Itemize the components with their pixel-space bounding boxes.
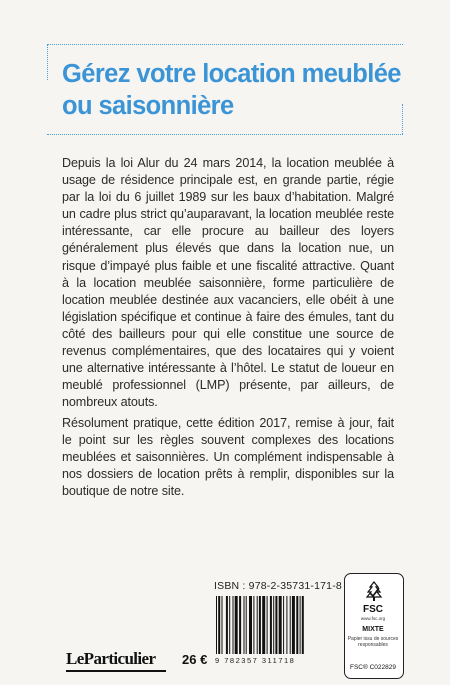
dotted-frame-top: [47, 44, 403, 45]
barcode-bar: [257, 596, 258, 654]
dotted-frame-bottom: [47, 134, 403, 135]
barcode-bar: [244, 596, 245, 654]
barcode-bar: [253, 596, 254, 654]
barcode-bar: [216, 596, 217, 654]
barcode: [214, 596, 334, 654]
fsc-mixte-label: MIXTE: [362, 626, 384, 633]
barcode-bar: [290, 596, 291, 654]
barcode-bar: [226, 596, 228, 654]
barcode-bar: [229, 596, 230, 654]
barcode-bar: [235, 596, 238, 654]
barcode-bar: [275, 596, 277, 654]
fsc-tree-check-icon: [364, 581, 384, 603]
dotted-frame-right: [402, 104, 403, 134]
fsc-description: Papier issu de sources responsables: [347, 636, 399, 648]
barcode-bar: [262, 596, 265, 654]
price: 26 €: [182, 652, 208, 667]
fsc-code: FSC® C022829: [350, 664, 396, 671]
barcode-digits: 9 782357 311718: [215, 656, 296, 665]
barcode-bar: [233, 596, 234, 654]
barcode-bar: [286, 596, 287, 654]
description-paragraph-2: Résolument pratique, cette édition 2017, remise à jour, fait le point sur les règles souvent complexes des locations meublées et saisonnières. Un complément indispensable à nos dossiers de location prêts à remplir, disponibles sur la boutique de notre site.: [62, 416, 394, 499]
barcode-bar: [300, 596, 301, 654]
publisher-logo: LeParticulier: [66, 649, 156, 668]
barcode-bar: [279, 596, 282, 654]
publisher-logo-underline: [66, 670, 166, 672]
barcode-bar: [273, 596, 274, 654]
barcode-bar: [267, 596, 268, 654]
description-paragraph-1: Depuis la loi Alur du 24 mars 2014, la location meublée à usage de résidence principale est, en grande partie, régie par la loi du 6 juillet 1989 sur les baux d’habitation. Malgré un cadre plus strict qu’auparavant, la location meublée reste intéressante, car elle procure au bailleur des loyers généralement plus élevés que dans la location nue, un risque d’impayé plus faible et une fiscalité attractive. Quant à la location meublée saisonnière, forme particulière de location meublée destinée aux vacanciers, elle obéit à une législation spécifique et continue à faire des émules, tant du côté des bailleurs pour qui elle constitue une source de revenus complémentaires, que des locataires qui y voient une alternative intéressante à l’hôtel. Le statut de loueur en meublé professionnel (LMP) présente, par ailleurs, de nombreux atouts.: [62, 156, 394, 410]
barcode-bar: [249, 596, 252, 654]
fsc-url: www.fsc.org: [360, 616, 386, 621]
barcode-bar: [259, 596, 261, 654]
dotted-frame-left: [47, 44, 48, 80]
barcode-bar: [239, 596, 241, 654]
book-title: Gérez votre location meublée ou saisonnière: [62, 60, 401, 120]
barcode-bar: [302, 596, 304, 654]
barcode-bar: [283, 596, 284, 654]
barcode-bar: [296, 596, 298, 654]
isbn-label: ISBN : 978-2-35731-171-8: [214, 580, 342, 592]
barcode-bar: [270, 596, 272, 654]
barcode-bar: [292, 596, 295, 654]
barcode-bar: [222, 596, 223, 654]
barcode-bar: [246, 596, 247, 654]
fsc-name: FSC: [363, 604, 383, 615]
barcode-bar: [218, 596, 220, 654]
